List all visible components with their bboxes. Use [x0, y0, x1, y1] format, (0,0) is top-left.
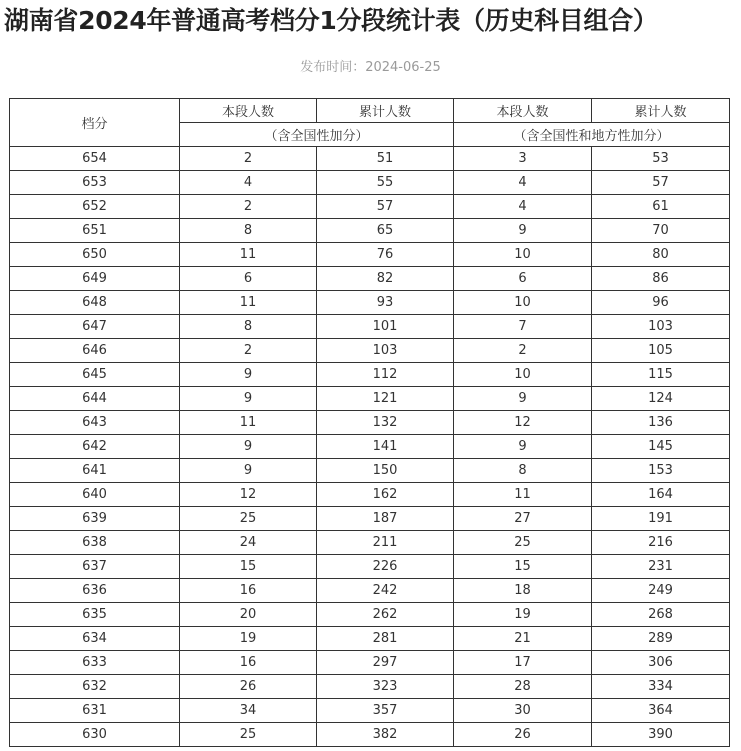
seg-count-national-cell: 26: [180, 675, 317, 699]
seg-count-all-cell: 12: [454, 411, 592, 435]
header-group2-note: （含全国性和地方性加分）: [454, 123, 730, 147]
score-cell: 644: [10, 387, 180, 411]
seg-count-national-cell: 16: [180, 579, 317, 603]
seg-count-national-cell: 25: [180, 723, 317, 747]
seg-count-national-cell: 19: [180, 627, 317, 651]
seg-count-all-cell: 9: [454, 387, 592, 411]
cum-count-national-cell: 357: [317, 699, 454, 723]
seg-count-all-cell: 21: [454, 627, 592, 651]
cum-count-national-cell: 76: [317, 243, 454, 267]
cum-count-national-cell: 242: [317, 579, 454, 603]
cum-count-all-cell: 136: [592, 411, 730, 435]
table-row: [10, 531, 730, 555]
cum-count-national-cell: 55: [317, 171, 454, 195]
table-row: [10, 171, 730, 195]
cum-count-all-cell: 289: [592, 627, 730, 651]
score-cell: 637: [10, 555, 180, 579]
cum-count-all-cell: 268: [592, 603, 730, 627]
score-cell: 642: [10, 435, 180, 459]
cum-count-all-cell: 334: [592, 675, 730, 699]
table-row: [10, 315, 730, 339]
seg-count-all-cell: 4: [454, 195, 592, 219]
cum-count-all-cell: 153: [592, 459, 730, 483]
cum-count-national-cell: 141: [317, 435, 454, 459]
seg-count-all-cell: 9: [454, 219, 592, 243]
header-seg-count-2: 本段人数: [454, 99, 592, 123]
table-row: [10, 147, 730, 171]
seg-count-all-cell: 26: [454, 723, 592, 747]
cum-count-national-cell: 211: [317, 531, 454, 555]
table-row: [10, 219, 730, 243]
cum-count-national-cell: 101: [317, 315, 454, 339]
score-cell: 633: [10, 651, 180, 675]
cum-count-all-cell: 105: [592, 339, 730, 363]
cum-count-national-cell: 262: [317, 603, 454, 627]
score-cell: 648: [10, 291, 180, 315]
table-row: [10, 267, 730, 291]
table-row: [10, 675, 730, 699]
cum-count-all-cell: 191: [592, 507, 730, 531]
table-row: [10, 363, 730, 387]
score-distribution-table: [9, 98, 730, 747]
seg-count-national-cell: 24: [180, 531, 317, 555]
table-row: [10, 459, 730, 483]
cum-count-national-cell: 65: [317, 219, 454, 243]
table-row: [10, 555, 730, 579]
table-row: [10, 339, 730, 363]
score-cell: 639: [10, 507, 180, 531]
cum-count-all-cell: 57: [592, 171, 730, 195]
seg-count-all-cell: 28: [454, 675, 592, 699]
seg-count-all-cell: 19: [454, 603, 592, 627]
table-body: [10, 147, 730, 747]
cum-count-national-cell: 281: [317, 627, 454, 651]
cum-count-all-cell: 216: [592, 531, 730, 555]
seg-count-all-cell: 27: [454, 507, 592, 531]
table-row: [10, 243, 730, 267]
seg-count-national-cell: 9: [180, 363, 317, 387]
score-cell: 654: [10, 147, 180, 171]
table-row: [10, 195, 730, 219]
header-group1-note: （含全国性加分）: [180, 123, 454, 147]
seg-count-all-cell: 10: [454, 291, 592, 315]
seg-count-all-cell: 7: [454, 315, 592, 339]
score-cell: 653: [10, 171, 180, 195]
seg-count-national-cell: 4: [180, 171, 317, 195]
seg-count-national-cell: 15: [180, 555, 317, 579]
header-seg-count-1: 本段人数: [180, 99, 317, 123]
seg-count-national-cell: 11: [180, 243, 317, 267]
cum-count-national-cell: 57: [317, 195, 454, 219]
score-cell: 638: [10, 531, 180, 555]
cum-count-all-cell: 145: [592, 435, 730, 459]
page-title: 湖南省2024年普通高考档分1分段统计表（历史科目组合）: [4, 6, 658, 35]
cum-count-all-cell: 80: [592, 243, 730, 267]
seg-count-all-cell: 8: [454, 459, 592, 483]
cum-count-national-cell: 297: [317, 651, 454, 675]
cum-count-all-cell: 306: [592, 651, 730, 675]
cum-count-all-cell: 53: [592, 147, 730, 171]
cum-count-all-cell: 124: [592, 387, 730, 411]
score-cell: 646: [10, 339, 180, 363]
score-cell: 651: [10, 219, 180, 243]
cum-count-national-cell: 382: [317, 723, 454, 747]
table-row: [10, 579, 730, 603]
seg-count-all-cell: 25: [454, 531, 592, 555]
table-row: [10, 435, 730, 459]
table-row: [10, 507, 730, 531]
seg-count-national-cell: 25: [180, 507, 317, 531]
cum-count-all-cell: 249: [592, 579, 730, 603]
score-cell: 652: [10, 195, 180, 219]
table-row: [10, 723, 730, 747]
cum-count-all-cell: 96: [592, 291, 730, 315]
seg-count-all-cell: 30: [454, 699, 592, 723]
table-row: [10, 651, 730, 675]
seg-count-national-cell: 2: [180, 147, 317, 171]
seg-count-national-cell: 8: [180, 219, 317, 243]
cum-count-all-cell: 231: [592, 555, 730, 579]
score-cell: 647: [10, 315, 180, 339]
cum-count-national-cell: 162: [317, 483, 454, 507]
header-cum-count-1: 累计人数: [317, 99, 454, 123]
cum-count-national-cell: 103: [317, 339, 454, 363]
seg-count-all-cell: 2: [454, 339, 592, 363]
score-cell: 635: [10, 603, 180, 627]
cum-count-all-cell: 70: [592, 219, 730, 243]
cum-count-national-cell: 150: [317, 459, 454, 483]
seg-count-all-cell: 6: [454, 267, 592, 291]
cum-count-national-cell: 121: [317, 387, 454, 411]
score-cell: 636: [10, 579, 180, 603]
header-cum-count-2: 累计人数: [592, 99, 730, 123]
cum-count-all-cell: 115: [592, 363, 730, 387]
seg-count-all-cell: 10: [454, 243, 592, 267]
cum-count-all-cell: 103: [592, 315, 730, 339]
cum-count-national-cell: 323: [317, 675, 454, 699]
cum-count-national-cell: 132: [317, 411, 454, 435]
header-score: 档分: [10, 99, 180, 147]
publish-date: 2024-06-25: [365, 60, 441, 75]
cum-count-national-cell: 187: [317, 507, 454, 531]
cum-count-all-cell: 164: [592, 483, 730, 507]
seg-count-all-cell: 3: [454, 147, 592, 171]
cum-count-national-cell: 51: [317, 147, 454, 171]
seg-count-national-cell: 2: [180, 339, 317, 363]
cum-count-all-cell: 86: [592, 267, 730, 291]
score-cell: 640: [10, 483, 180, 507]
seg-count-all-cell: 15: [454, 555, 592, 579]
seg-count-national-cell: 11: [180, 411, 317, 435]
table-row: [10, 411, 730, 435]
seg-count-national-cell: 9: [180, 387, 317, 411]
seg-count-national-cell: 9: [180, 459, 317, 483]
score-cell: 650: [10, 243, 180, 267]
cum-count-national-cell: 93: [317, 291, 454, 315]
score-cell: 634: [10, 627, 180, 651]
seg-count-national-cell: 6: [180, 267, 317, 291]
seg-count-all-cell: 10: [454, 363, 592, 387]
cum-count-national-cell: 226: [317, 555, 454, 579]
table-row: [10, 699, 730, 723]
seg-count-national-cell: 11: [180, 291, 317, 315]
table-row: [10, 387, 730, 411]
score-cell: 631: [10, 699, 180, 723]
score-cell: 643: [10, 411, 180, 435]
score-cell: 641: [10, 459, 180, 483]
seg-count-national-cell: 20: [180, 603, 317, 627]
publish-label: 发布时间：: [300, 60, 366, 75]
table-row: [10, 603, 730, 627]
cum-count-national-cell: 112: [317, 363, 454, 387]
score-cell: 632: [10, 675, 180, 699]
seg-count-national-cell: 9: [180, 435, 317, 459]
seg-count-national-cell: 16: [180, 651, 317, 675]
seg-count-all-cell: 17: [454, 651, 592, 675]
score-cell: 645: [10, 363, 180, 387]
score-cell: 630: [10, 723, 180, 747]
seg-count-national-cell: 12: [180, 483, 317, 507]
seg-count-all-cell: 9: [454, 435, 592, 459]
seg-count-national-cell: 8: [180, 315, 317, 339]
publish-info: [0, 58, 741, 78]
cum-count-all-cell: 390: [592, 723, 730, 747]
table-row: [10, 291, 730, 315]
seg-count-all-cell: 11: [454, 483, 592, 507]
seg-count-all-cell: 18: [454, 579, 592, 603]
table-row: [10, 483, 730, 507]
score-cell: 649: [10, 267, 180, 291]
table-row: [10, 627, 730, 651]
seg-count-national-cell: 34: [180, 699, 317, 723]
seg-count-national-cell: 2: [180, 195, 317, 219]
seg-count-all-cell: 4: [454, 171, 592, 195]
cum-count-all-cell: 364: [592, 699, 730, 723]
cum-count-all-cell: 61: [592, 195, 730, 219]
cum-count-national-cell: 82: [317, 267, 454, 291]
